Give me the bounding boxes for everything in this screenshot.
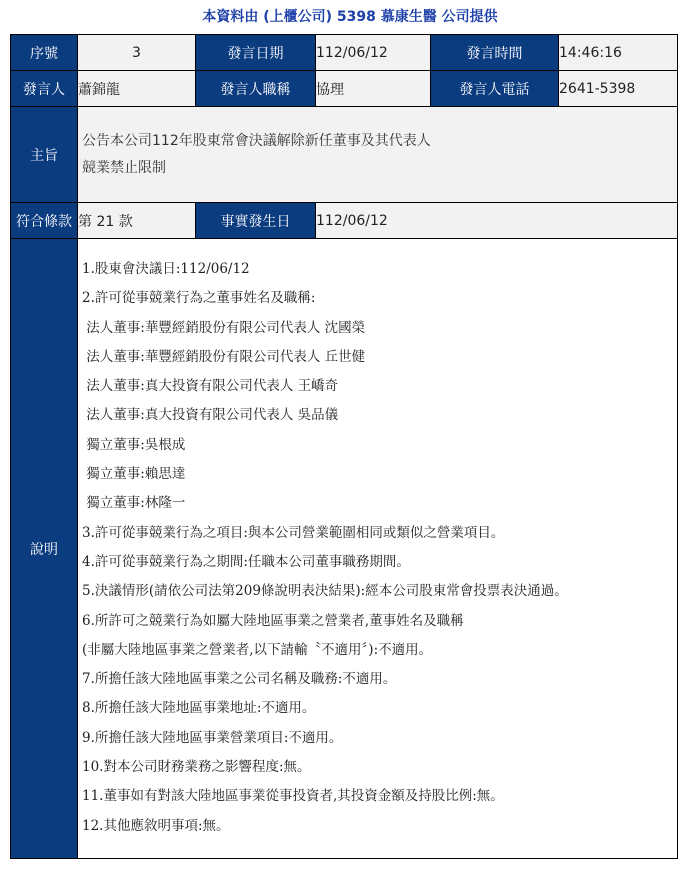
seq-label: 序號	[11, 35, 78, 71]
event-date-label: 事實發生日	[196, 203, 316, 239]
description-line: 2.許可從事競業行為之董事姓名及職稱:	[82, 290, 316, 307]
row-speaker	[11, 71, 678, 107]
speaker-label: 發言人	[11, 71, 78, 107]
row-description	[11, 239, 678, 859]
speaker-value: 蕭錦龍	[78, 71, 196, 107]
header-suffix: 公司提供	[441, 9, 498, 25]
subject-line-2: 競業禁止限制	[82, 159, 166, 176]
description-line: 獨立董事:吳根成	[82, 436, 186, 453]
seq-value: 3	[78, 35, 196, 71]
description-line: 法人董事:華豐經銷股份有限公司代表人 沈國榮	[82, 319, 366, 336]
time-label: 發言時間	[431, 35, 559, 71]
description-line: 3.許可從事競業行為之項目:與本公司營業範圍相同或類似之營業項目。	[82, 524, 505, 541]
row-sequence	[11, 35, 678, 71]
description-label: 說明	[11, 239, 78, 859]
description-line: 法人董事:真大投資有限公司代表人 吳品儀	[82, 407, 339, 424]
subject-value	[78, 107, 678, 203]
speaker-title-label: 發言人職稱	[196, 71, 316, 107]
announcement-table	[10, 34, 678, 859]
subject-line-1: 公告本公司112年股東常會決議解除新任董事及其代表人	[82, 132, 431, 149]
time-value: 14:46:16	[559, 35, 678, 71]
description-line: 9.所擔任該大陸地區事業營業項目:不適用。	[82, 729, 343, 746]
header-market: (上櫃公司)	[263, 9, 333, 25]
description-line: (非屬大陸地區事業之營業者,以下請輸〝不適用〞):不適用。	[82, 641, 433, 658]
description-line: 4.許可從事競業行為之期間:任職本公司董事職務期間。	[82, 553, 410, 570]
description-line: 6.所許可之競業行為如屬大陸地區事業之營業者,董事姓名及職稱	[82, 612, 464, 629]
description-line: 獨立董事:賴思達	[82, 466, 186, 483]
description-line: 12.其他應敘明事項:無。	[82, 817, 230, 834]
description-line: 法人董事:華豐經銷股份有限公司代表人 丘世健	[82, 348, 366, 365]
description-line: 5.決議情形(請依公司法第209條說明表決結果):經本公司股東常會投票表決通過。	[82, 583, 568, 600]
description-list	[78, 239, 677, 841]
subject-label: 主旨	[11, 107, 78, 203]
page-header	[0, 0, 700, 34]
row-clause	[11, 203, 678, 239]
speaker-phone-label: 發言人電話	[431, 71, 559, 107]
description-line: 7.所擔任該大陸地區事業之公司名稱及職務:不適用。	[82, 671, 397, 688]
description-line: 11.董事如有對該大陸地區事業從事投資者,其投資金額及持股比例:無。	[82, 788, 504, 805]
clause-label: 符合條款	[11, 203, 78, 239]
speaker-phone-value: 2641-5398	[559, 71, 678, 107]
description-line: 8.所擔任該大陸地區事業地址:不適用。	[82, 700, 316, 717]
speaker-title-value: 協理	[316, 71, 431, 107]
description-line: 1.股東會決議日:112/06/12	[82, 261, 250, 277]
description-value	[78, 239, 678, 859]
header-prefix: 本資料由	[202, 9, 259, 25]
header-company: 5398 慕康生醫	[336, 9, 437, 25]
date-value: 112/06/12	[316, 35, 431, 71]
row-subject	[11, 107, 678, 203]
description-line: 10.對本公司財務業務之影響程度:無。	[82, 759, 311, 776]
description-line: 獨立董事:林隆一	[82, 495, 186, 512]
date-label: 發言日期	[196, 35, 316, 71]
event-date-value: 112/06/12	[316, 203, 678, 239]
clause-value: 第 21 款	[78, 203, 196, 239]
description-line: 法人董事:真大投資有限公司代表人 王嶠奇	[82, 378, 339, 395]
